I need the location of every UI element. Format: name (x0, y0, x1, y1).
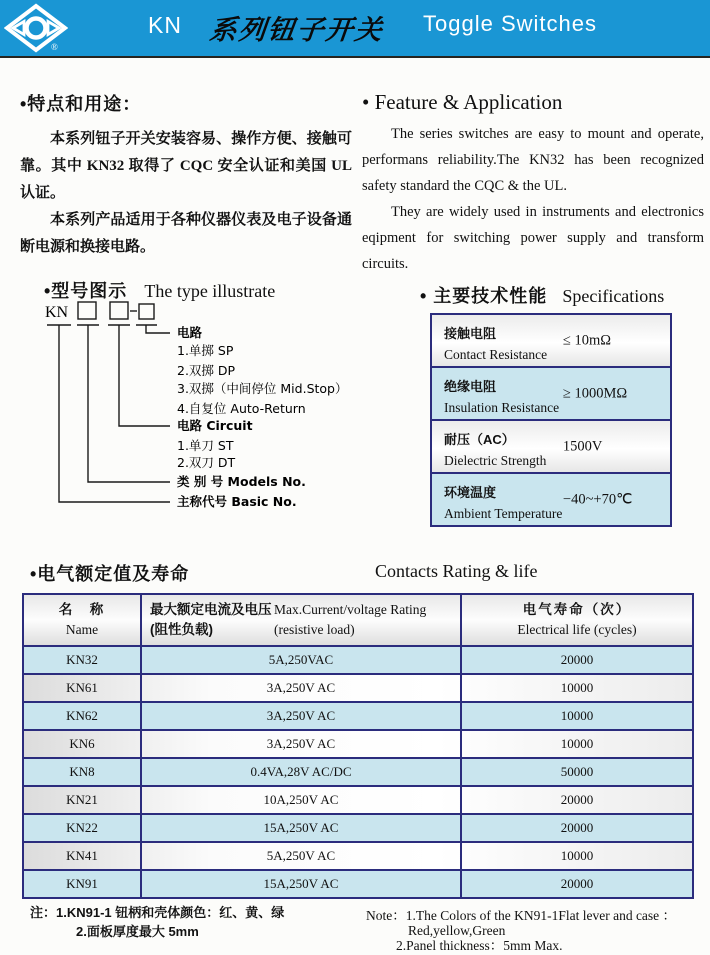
col-header-name (23, 594, 141, 646)
features-heading-zh: •特点和用途： (20, 94, 142, 114)
model-number-diagram (40, 298, 408, 520)
col-header-life-zh: 电气寿命（次） (522, 602, 632, 617)
cell-life: 10000 (461, 730, 693, 758)
table-row (23, 730, 693, 758)
brand-diamond-eye-logo (4, 1, 68, 55)
cell-rating: 5A,250V AC (141, 842, 461, 870)
features-paragraph-zh-2: 本系列产品适用于各种仪器仪表及电子设备通断电源和换接电路。 (20, 212, 352, 255)
features-section-en (362, 90, 704, 277)
cell-name: KN8 (23, 758, 141, 786)
cell-name: KN32 (23, 646, 141, 674)
spec-row-dielectric-strength (432, 421, 670, 474)
cell-rating: 15A,250V AC (141, 870, 461, 898)
spec-label-en: Insulation Resistance (444, 400, 560, 415)
spec-value: −40~+70℃ (562, 491, 633, 507)
registered-mark: ® (51, 42, 58, 52)
note-en-line3: 2.Panel thickness：5mm Max. (396, 938, 563, 953)
features-section-zh (20, 90, 352, 261)
spec-label-zh: 绝缘电阻 (444, 379, 497, 394)
table-row (23, 786, 693, 814)
cell-life: 10000 (461, 702, 693, 730)
diagram-item-auto-return: 4.自复位 Auto-Return (177, 401, 306, 416)
spec-value: ≥ 1000MΩ (562, 385, 628, 401)
spec-label-zh: 耐压（AC） (444, 432, 515, 447)
spec-label-en: Dielectric Strength (444, 453, 547, 468)
table-row (23, 702, 693, 730)
spec-label-zh: 环境温度 (444, 485, 497, 500)
spec-value: ≤ 10mΩ (562, 332, 612, 348)
specifications-heading-zh: • 主要技术性能 (420, 286, 548, 306)
diagram-item-st: 1.单刀 ST (177, 438, 234, 453)
ratings-table (22, 593, 694, 899)
specifications-heading (420, 282, 664, 308)
cell-name: KN61 (23, 674, 141, 702)
cell-rating: 5A,250VAC (141, 646, 461, 674)
spec-row-insulation-resistance (432, 368, 670, 421)
diagram-item-dt: 2.双刀 DT (177, 455, 236, 470)
cell-name: KN91 (23, 870, 141, 898)
cell-life: 10000 (461, 842, 693, 870)
diagram-label-circuit: 电路 Circuit (177, 418, 253, 433)
diagram-item-dp: 2.双掷 DP (177, 363, 236, 378)
ratings-heading (30, 560, 690, 586)
cell-rating: 0.4VA,28V AC/DC (141, 758, 461, 786)
diagram-item-midstop: 3.双掷（中间停位 Mid.Stop） (177, 381, 348, 396)
cell-rating: 3A,250V AC (141, 730, 461, 758)
cell-life: 20000 (461, 646, 693, 674)
features-heading-en: • Feature & Application (362, 90, 563, 114)
notes-en (366, 908, 676, 953)
series-code: KN (148, 12, 182, 38)
ratings-heading-en: Contacts Rating & life (375, 561, 538, 581)
cell-name: KN41 (23, 842, 141, 870)
table-row (23, 842, 693, 870)
spec-row-ambient-temperature (432, 474, 670, 525)
diagram-prefix: KN (45, 304, 69, 321)
table-row (23, 870, 693, 898)
cell-life: 20000 (461, 786, 693, 814)
table-row (23, 814, 693, 842)
cell-life: 50000 (461, 758, 693, 786)
col-header-rating (141, 594, 461, 646)
cell-life: 20000 (461, 870, 693, 898)
table-row (23, 674, 693, 702)
cell-rating: 10A,250V AC (141, 786, 461, 814)
features-paragraph-zh-1: 本系列钮子开关安装容易、操作方便、接触可靠。其中 KN32 取得了 CQC 安全认证和美国 UL 认证。 (20, 131, 352, 201)
cell-name: KN22 (23, 814, 141, 842)
specifications-table (430, 313, 672, 527)
col-header-name-en: Name (65, 622, 99, 637)
ratings-heading-zh: •电气额定值及寿命 (30, 564, 190, 584)
col-header-name-zh: 名 称 (58, 602, 106, 617)
col-header-load-zh: (阻性负载) (150, 622, 213, 637)
col-header-life-en: Electrical life (cycles) (517, 622, 637, 637)
note-zh-line1: 注：1.KN91-1 钮柄和壳体颜色：红、黄、绿 (30, 905, 285, 920)
features-paragraph-en-2: They are widely used in instruments and electronics eqipment for switching power supply and transform circuits. (362, 204, 704, 272)
notes-zh (30, 903, 284, 941)
col-header-rating-zh: 最大额定电流及电压 (150, 602, 272, 617)
cell-name: KN62 (23, 702, 141, 730)
note-zh-line2: 2.面板厚度最大 5mm (76, 924, 199, 939)
diagram-label-function: 电路 (177, 325, 203, 340)
specifications-heading-en: Specifications (562, 286, 665, 306)
table-row (23, 646, 693, 674)
col-header-rating-en: Max.Current/voltage Rating (274, 602, 427, 617)
note-en-line2: Red,yellow,Green (408, 923, 506, 938)
spec-row-contact-resistance (432, 315, 670, 368)
cell-rating: 3A,250V AC (141, 674, 461, 702)
features-paragraph-en-1: The series switches are easy to mount and operate, performans reliability.The KN32 has been recognized safety standard the CQC & the UL. (362, 126, 704, 194)
table-row (23, 758, 693, 786)
ratings-header-row (23, 594, 693, 646)
spec-label-en: Ambient Temperature (444, 506, 563, 521)
note-en-line1: Note：1.The Colors of the KN91-1Flat lever and case ： (366, 908, 677, 923)
type-illustrate-heading-zh: •型号图示 (44, 281, 128, 301)
header-bar (0, 0, 710, 58)
cell-rating: 15A,250V AC (141, 814, 461, 842)
cell-life: 10000 (461, 674, 693, 702)
diagram-item-sp: 1.单掷 SP (177, 343, 234, 358)
type-illustrate-heading-en: The type illustrate (144, 281, 276, 301)
cell-life: 20000 (461, 814, 693, 842)
spec-label-zh: 接触电阻 (444, 326, 497, 341)
diagram-label-models-no: 类 别 号 Models No. (177, 474, 306, 489)
spec-label-en: Contact Resistance (444, 347, 548, 362)
cell-name: KN21 (23, 786, 141, 814)
col-header-load-en: (resistive load) (274, 622, 355, 637)
series-title-zh: 系列钮子开关 (208, 15, 386, 45)
col-header-life (461, 594, 693, 646)
cell-rating: 3A,250V AC (141, 702, 461, 730)
cell-name: KN6 (23, 730, 141, 758)
page-title-en: Toggle Switches (423, 11, 597, 36)
spec-value: 1500V (562, 438, 603, 454)
diagram-label-basic-no: 主称代号 Basic No. (177, 494, 297, 509)
